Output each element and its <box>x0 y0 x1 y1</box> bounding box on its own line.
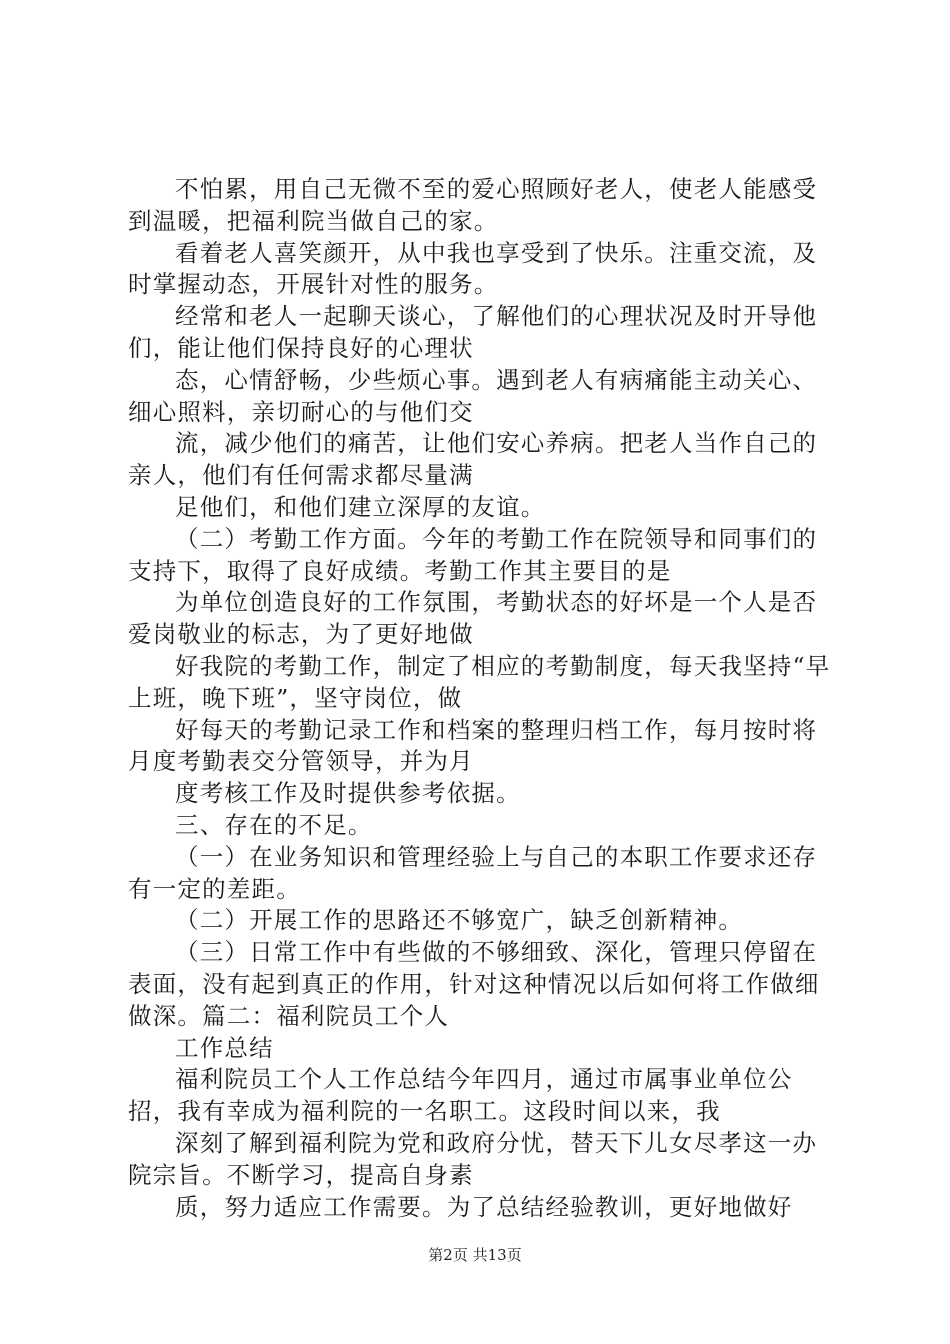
document-body <box>128 174 838 1223</box>
paragraph-line: 为单位创造良好的工作氛围，考勤状态的好坏是一个人是否爱岗敬业的标志，为了更好地做 <box>128 588 818 649</box>
paragraph-line: 好每天的考勤记录工作和档案的整理归档工作，每月按时将月度考勤表交分管领导，并为月 <box>128 715 818 776</box>
paragraph-line: 度考核工作及时提供参考依据。 <box>175 779 521 808</box>
paragraph-line: 看着老人喜笑颜开，从中我也享受到了快乐。注重交流，及时掌握动态，开展针对性的服务。 <box>128 238 818 299</box>
paragraph-line: 福利院员工个人工作总结今年四月，通过市属事业单位公招，我有幸成为福利院的一名职工。这段时间以来，我 <box>128 1065 793 1126</box>
paragraph-line: 不怕累，用自己无微不至的爱心照顾好老人，使老人能感受到温暖，把福利院当做自己的家。 <box>128 175 818 235</box>
paragraph-line: 经常和老人一起聊天谈心，了解他们的心理状况及时开导他们，能让他们保持良好的心理状 <box>128 302 818 362</box>
paragraph-line: 流，减少他们的痛苦，让他们安心养病。把老人当作自己的亲人，他们有任何需求都尽量满 <box>128 429 818 490</box>
paragraph-line: （一）在业务知识和管理经验上与自己的本职工作要求还存有一定的差距。 <box>128 842 818 903</box>
paragraph-line: 态，心情舒畅，少些烦心事。遇到老人有病痛能主动关心、细心照料，亲切耐心的与他们交 <box>128 365 818 426</box>
section-heading: 三、存在的不足。 <box>175 810 373 839</box>
paragraph-line: 足他们，和他们建立深厚的友谊。 <box>175 492 546 521</box>
paragraph-line: 质，努力适应工作需要。为了总结经验教训，更好地做好 <box>175 1192 793 1221</box>
paragraph-line: 好我院的考勤工作，制定了相应的考勤制度，每天我坚持“早上班，晚下班”，坚守岗位，做 <box>128 651 831 712</box>
paragraph-line: 工作总结 <box>175 1033 274 1062</box>
page-number-footer: 第2页 共13页 <box>428 1246 522 1264</box>
paragraph-line: 深刻了解到福利院为党和政府分忧，替天下儿女尽孝这一办院宗旨。不断学习，提高自身素 <box>128 1128 818 1189</box>
paragraph-line: （二）考勤工作方面。今年的考勤工作在院领导和同事们的支持下，取得了良好成绩。考勤工作其主要目的是 <box>128 524 818 585</box>
paragraph-line: （二）开展工作的思路还不够宽广，缺乏创新精神。 <box>175 906 744 935</box>
paragraph-line: （三）日常工作中有些做的不够细致、深化，管理只停留在表面，没有起到真正的作用，针对这种情况以后如何将工作做细做深。篇二：福利院员工个人 <box>128 938 820 1030</box>
